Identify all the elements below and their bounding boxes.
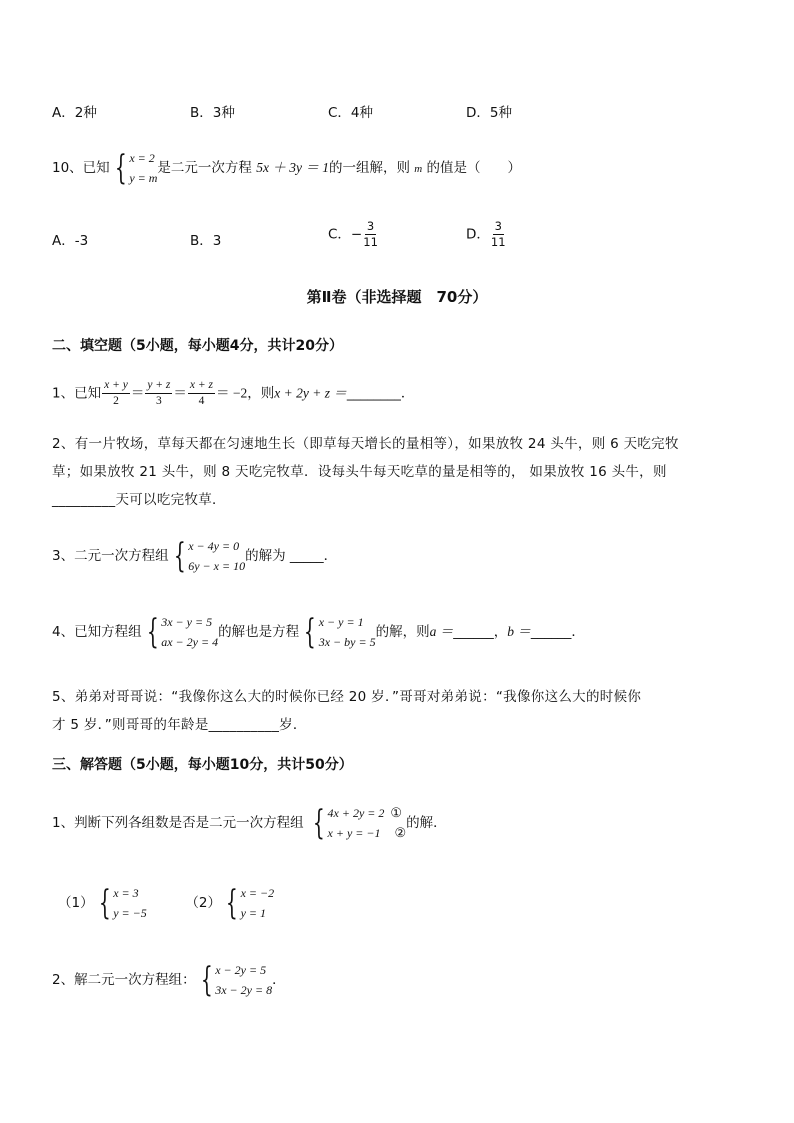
sub1-line-2: y = −5 [113,906,147,920]
sq2-system: { x − 2y = 5 3x − 2y = 8 [200,960,273,1000]
sub1-system: { x = 3 y = −5 [98,883,147,923]
sq1-eq-1: 4x + 2y = 2 [327,806,385,820]
q10-sys-line-1: x = 2 [129,151,155,165]
fraction-num: 3 [494,219,502,233]
q10-system: { x = 2 y = m [114,148,158,188]
sq2-prefix: 2、解二元一次方程组： [52,972,196,988]
fraction-den: 3 [155,395,162,407]
part2-title: 第Ⅱ卷（非选择题 70分） [306,288,488,306]
equals-sign: ＝ [173,385,187,402]
sub1-label: （1） [58,895,94,911]
fraction-2 [145,378,172,409]
option-b: B．3种 [190,105,235,121]
question-10 [52,148,521,188]
fq4-sys1-line-2: ax − 2y = 4 [161,635,219,649]
q10-option-c [328,219,379,250]
fraction-den: 4 [198,395,205,407]
fq1-expression: x + 2y + z ＝ [274,385,347,401]
fq4-sys1-line-1: 3x − y = 5 [161,615,213,629]
fraction-3 [188,378,215,409]
fq5-line-1: 5、弟弟对哥哥说：“我像你这么大的时候你已经 20 岁．”哥哥对弟弟说：“我像你这么大的时候你 [52,689,642,705]
sq1-system: { 4x + 2y = 2 ① x + y = −1 ② [312,803,407,843]
section2-heading: 二、填空题（5小题，每小题4分，共计20分） [52,338,343,354]
option-d: D．5种 [466,105,512,121]
fill-question-4 [52,612,585,652]
fraction-1 [102,378,130,409]
fq5-line-2: 才 5 岁．”则哥哥的年龄是__________岁． [52,717,307,733]
fraction-den: 11 [490,235,506,249]
fq4-system-1: { 3x − y = 5 ax − 2y = 4 [146,612,219,652]
q10-option-a: A．-3 [52,233,89,249]
fq4-suffix: 的解，则 [375,624,430,640]
fq4-system-2: { x − y = 1 3x − by = 5 [303,612,376,652]
q10-variable: m [414,163,423,175]
sub2-label: （2） [185,895,221,911]
fq3-sys-line-2: 6y − x = 10 [188,559,246,573]
fq1-mid: ，则 [247,385,275,402]
fq3-prefix: 3、二元一次方程组 [52,548,169,564]
solve-question-2 [52,960,286,1000]
fq2-line-1: 2、有一片牧场，草每天都在匀速地生长（即草每天增长的量相等），如果放牧 24 头牛，则 6 天吃完牧 [52,436,679,452]
section3-heading: 三、解答题（5小题，每小题10分，共计50分） [52,757,353,773]
fq4-b-blank: ______． [530,624,585,640]
sub2-system: { x = −2 y = 1 [225,883,275,923]
sub2-line-1: x = −2 [240,886,275,900]
circled-two-mark: ② [394,825,407,840]
sub2-line-2: y = 1 [240,906,267,920]
fraction-den: 11 [363,235,378,249]
fq1-value: ＝ −2 [216,385,248,401]
circled-one-mark: ① [390,805,403,820]
option-c: C．4种 [328,105,374,121]
fq3-system: { x − 4y = 0 6y − x = 10 [173,536,246,576]
sub1-line-1: x = 3 [113,886,139,900]
fq4-sys2-line-1: x − y = 1 [318,615,364,629]
sq1-subparts [58,883,274,923]
fq1-prefix: 1、已知 [52,385,102,402]
option-a: A．2种 [52,105,97,121]
fq3-suffix: 的解为 _____． [245,548,338,564]
fq3-sys-line-1: x − 4y = 0 [188,539,240,553]
fq4-a-blank: ______， [453,624,508,640]
fraction-num: x + y [102,378,130,394]
q10-option-d [466,219,507,250]
fq4-b-label: b ＝ [507,624,531,639]
q10-option-d-fraction [491,219,506,250]
fraction-num: 3 [366,219,375,233]
fill-question-1 [52,378,414,409]
q10-sys-line-2: y = m [129,171,158,185]
fill-question-5 [52,683,742,739]
fill-question-3 [52,536,337,576]
sq1-suffix: 的解． [406,815,447,831]
fq4-a-label: a ＝ [429,624,454,639]
sq1-sys-line-1 [328,803,407,823]
q10-option-c-label: C．− [328,226,363,243]
sq2-suffix: ． [272,972,286,988]
fq4-prefix: 4、已知方程组 [52,624,142,640]
fq4-sys2-line-2: 3x − by = 5 [318,635,376,649]
q10-suffix2: 的值是（ ） [426,160,521,176]
sq1-sys-line-2 [328,823,407,843]
q10-option-c-fraction [363,219,378,250]
fq1-answer-blank: ________． [346,385,415,402]
q10-option-d-label: D． [466,226,490,243]
fraction-num: x + z [188,378,215,394]
q10-prefix: 10、已知 [52,160,110,176]
solve-question-1 [52,803,447,843]
fill-question-2 [52,430,742,514]
fq4-middle: 的解也是方程 [218,624,300,640]
equals-sign: ＝ [130,385,145,402]
fq2-line-2: 草；如果放牧 21 头牛，则 8 天吃完牧草．设每头牛每天吃草的量是相等的， 如果放牧 16 头牛，则 [52,464,667,480]
fraction-den: 2 [113,395,119,407]
sq1-prefix: 1、判断下列各组数是否是二元一次方程组 [52,815,304,831]
q10-equation: 5x ＋ 3y ＝ 1 [256,160,329,175]
q10-suffix1: 的一组解，则 [328,160,410,176]
sq2-line-2: 3x − 2y = 8 [215,983,273,997]
sq2-line-1: x − 2y = 5 [215,963,267,977]
sq1-eq-2: x + y = −1 [327,826,381,840]
q10-option-b: B．3 [190,233,222,249]
fq2-line-3: _________天可以吃完牧草． [52,492,226,508]
q10-middle: 是二元一次方程 [157,160,252,176]
fraction-num: y + z [145,378,172,394]
